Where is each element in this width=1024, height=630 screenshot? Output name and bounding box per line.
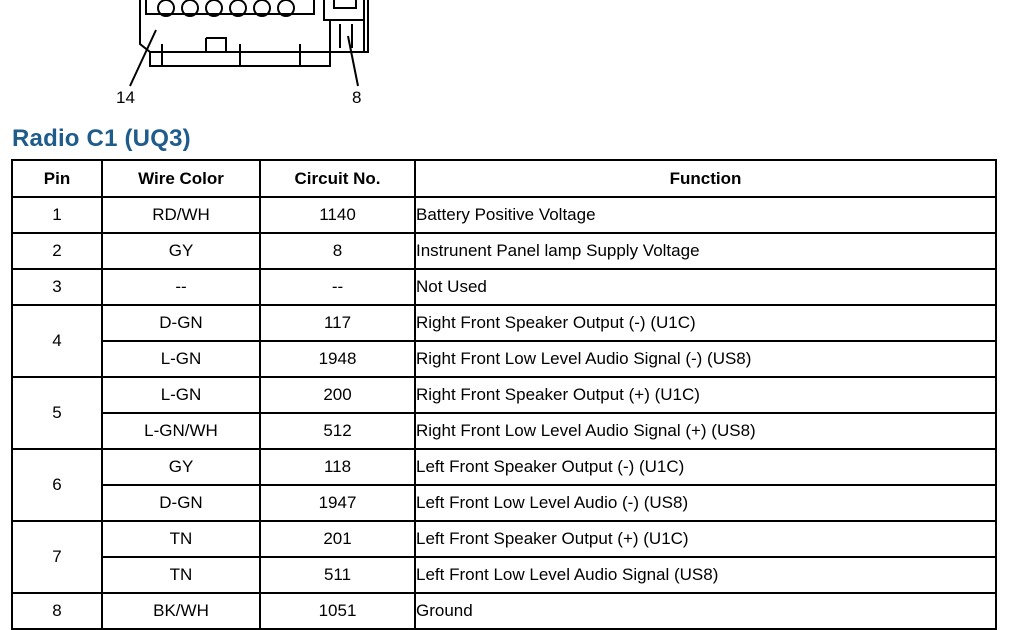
pinout-table — [11, 159, 997, 630]
leader-line-14 — [130, 30, 156, 86]
cell-wire-color: GY — [102, 233, 260, 269]
cell-wire-color: L-GN — [102, 341, 260, 377]
cell-wire-color: D-GN — [102, 305, 260, 341]
cell-pin: 1 — [12, 197, 102, 233]
cell-function: Right Front Low Level Audio Signal (+) (US8) — [415, 413, 996, 449]
callout-label-14: 14 — [116, 88, 135, 107]
cell-circuit-no: -- — [260, 269, 415, 305]
table-body — [12, 197, 996, 629]
table-row — [12, 413, 996, 449]
cell-function: Instrunent Panel lamp Supply Voltage — [415, 233, 996, 269]
column-header-circuit-no: Circuit No. — [260, 160, 415, 197]
cell-pin: 6 — [12, 449, 102, 521]
cell-wire-color: BK/WH — [102, 593, 260, 629]
cell-wire-color: RD/WH — [102, 197, 260, 233]
table-row — [12, 449, 996, 485]
table-row — [12, 521, 996, 557]
cell-circuit-no: 200 — [260, 377, 415, 413]
cell-circuit-no: 511 — [260, 557, 415, 593]
table-row — [12, 593, 996, 629]
table-row — [12, 485, 996, 521]
cell-circuit-no: 117 — [260, 305, 415, 341]
section-title: Radio C1 (UQ3) — [12, 125, 191, 152]
cell-function: Left Front Low Level Audio (-) (US8) — [415, 485, 996, 521]
cell-wire-color: L-GN/WH — [102, 413, 260, 449]
table-row — [12, 557, 996, 593]
cell-wire-color: TN — [102, 557, 260, 593]
radio-connector-diagram — [0, 0, 1024, 112]
cell-circuit-no: 1947 — [260, 485, 415, 521]
cell-circuit-no: 1051 — [260, 593, 415, 629]
cell-function: Right Front Speaker Output (-) (U1C) — [415, 305, 996, 341]
cell-function: Not Used — [415, 269, 996, 305]
table-header — [12, 160, 996, 197]
cell-function: Right Front Low Level Audio Signal (-) (US8) — [415, 341, 996, 377]
cell-wire-color: D-GN — [102, 485, 260, 521]
cell-pin: 3 — [12, 269, 102, 305]
cell-pin: 2 — [12, 233, 102, 269]
cell-circuit-no: 512 — [260, 413, 415, 449]
cell-wire-color: TN — [102, 521, 260, 557]
cell-wire-color: -- — [102, 269, 260, 305]
cell-pin: 4 — [12, 305, 102, 377]
cell-pin: 8 — [12, 593, 102, 629]
table-row — [12, 377, 996, 413]
pinout-table-container — [11, 159, 995, 630]
cell-circuit-no: 201 — [260, 521, 415, 557]
cell-circuit-no: 8 — [260, 233, 415, 269]
table-row — [12, 269, 996, 305]
cell-function: Right Front Speaker Output (+) (U1C) — [415, 377, 996, 413]
column-header-wire-color: Wire Color — [102, 160, 260, 197]
cell-circuit-no: 1140 — [260, 197, 415, 233]
table-row — [12, 233, 996, 269]
table-row — [12, 197, 996, 233]
cell-function: Battery Positive Voltage — [415, 197, 996, 233]
table-header-row — [12, 160, 996, 197]
table-row — [12, 341, 996, 377]
table-row — [12, 305, 996, 341]
column-header-function: Function — [415, 160, 996, 197]
cell-circuit-no: 1948 — [260, 341, 415, 377]
cell-circuit-no: 118 — [260, 449, 415, 485]
column-header-pin: Pin — [12, 160, 102, 197]
cell-function: Left Front Speaker Output (+) (U1C) — [415, 521, 996, 557]
cell-function: Left Front Low Level Audio Signal (US8) — [415, 557, 996, 593]
connector-drawing — [0, 0, 1024, 112]
cell-function: Ground — [415, 593, 996, 629]
cell-wire-color: GY — [102, 449, 260, 485]
cell-pin: 7 — [12, 521, 102, 593]
cell-wire-color: L-GN — [102, 377, 260, 413]
cell-pin: 5 — [12, 377, 102, 449]
callout-label-8: 8 — [352, 88, 362, 107]
cell-function: Left Front Speaker Output (-) (U1C) — [415, 449, 996, 485]
